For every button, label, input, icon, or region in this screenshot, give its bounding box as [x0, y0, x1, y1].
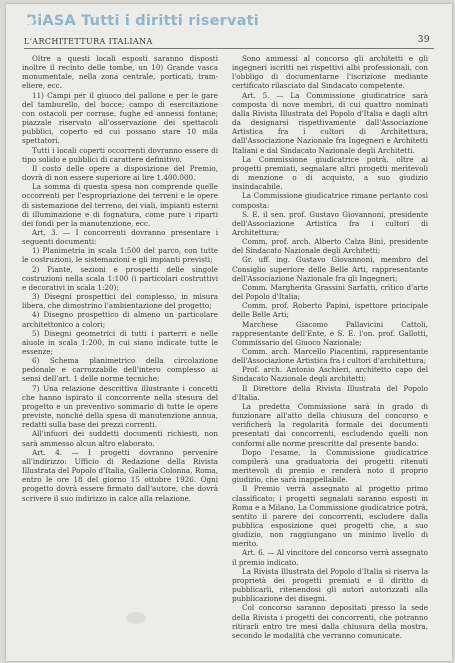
paragraph: All'infuori dei suddetti documenti richiesti, non sarà ammesso alcun altro elaborato.	[22, 429, 218, 448]
paragraph: 6) Schema planimetrico della circolazione pedonale e carrozzabile dell'intero complesso ai sensi dell'art. 1 delle norme tecniche;	[22, 356, 218, 384]
paragraph: Comm. prof. arch. Alberto Calza Bini, presidente del Sindacato Nazionale degli Architetti;	[232, 237, 428, 256]
paragraph: Il Premio verrà assegnato al progetto primo classificato; i progetti segnalati saranno esposti in Roma e a Milano. La Commissione giudicatrice potrà, sentito il parere dei concorrenti, escludere dalla pubblica esposizione quei progetti che, a suo giudizio, non raggiungano un minimo livello di merito.	[232, 484, 428, 549]
paragraph: Gr. uff. ing. Gustavo Giovannoni, membro del Consiglio superiore delle Belle Arti, rappresentante dell'Associazione Nazionale fra gli Ingegneri;	[232, 255, 428, 283]
paragraph: La Commissione giudicatrice rimane pertanto così composta:	[232, 191, 428, 210]
paragraph: 5) Disegni geometrici di tutti i parterri e nelle aiuole in scala 1:200, in cui siano indicate tutte le essenze;	[22, 328, 218, 356]
paragraph: Comm. prof. Roberto Papini, ispettore principale delle Belle Arti;	[232, 301, 428, 320]
paragraph: 11) Campi per il giuoco del pallone e per le gare del tamburello, del bocce; campo di esercitazione con ostacoli per corrase, fughe ed annessi fontane; piazzale riservato all'osservazione dei spettacoli pubblici, coperto ed cui possano stare 10 mila spettatori.	[22, 90, 218, 146]
paragraph: Oltre a questi locali esposti saranno disposti inoltre il recinto delle tombe, un 10) Grande vasca monumentale, nella zona centrale, porticati, tram-eliere, ecc.	[22, 54, 218, 91]
paragraph: 2) Piante, sezioni e prospetti delle singole costruzioni nella scala 1:100 (i particolari costruttivi e decorativi in scala 1:20);	[22, 264, 218, 292]
paragraph: 4) Disegno prospettico di almeno un particolare architettonico a colori;	[22, 310, 218, 329]
paragraph: Art. 6. — Al vincitore del concorso verrà assegnato il premio indicato.	[232, 548, 428, 567]
header-rule	[24, 48, 434, 49]
paragraph: Il costo delle opere a disposizione del Premio, dovrà di non essere superiore ai lire 1.400.000.	[22, 163, 218, 183]
paragraph: La Commissione giudicatrice potrà, oltre ai progetti premiati, segnalare altri progetti meritevoli di menzione o di acquisto, a suo giudizio insindacabile.	[232, 154, 428, 192]
paragraph: Comm. arch. Marcello Piacentini, rappresentante dell'Associazione Artistica fra i cultori d'architettura;	[232, 347, 428, 366]
paragraph: Comm. Margherita Grassini Sarfatti, critico d'arte del Popolo d'Italia;	[232, 282, 428, 302]
watermark-text: BiASA Tutti i diritti riservati	[26, 13, 259, 29]
paragraph: Il Direttore della Rivista Illustrata del Popolo d'Italia.	[232, 383, 428, 402]
paragraph: La Rivista Illustrata del Popolo d'Italia si riserva la proprietà dei progetti premiati e il diritto di pubblicarli, ritenendosi gli autori autorizzati alla pubblicazione dei disegni.	[232, 566, 428, 604]
paragraph: Art. 4. — I progetti dovranno pervenire all'indirizzo: Ufficio di Redazione della Rivista Illustrata del Popolo d'Italia, Galleria Colonna, Roma, entro le ore 18 del giorno 15 ottobre 1926. Ogni progetto dovrà essere firmato dall'autore, che dovrà scrivere il suo indirizzo in calce alla relazione.	[22, 447, 218, 503]
paragraph: La predetta Commissione sarà in grado di funzionare all'atto della chiusura del concorso e verificherà la regolarità formale dei documenti presentati dai concorrenti, escludendo quelli non conformi alle norme prescritte dal presente bando.	[232, 401, 428, 448]
paragraph: Dopo l'esame, la Commissione giudicatrice compilerà una graduatoria dei progetti ritenuti meritevoli di premio e renderà noto il proprio giudizio, che sarà inappellabile.	[232, 447, 428, 485]
page-number: 39	[417, 35, 430, 45]
scan-smudge	[126, 612, 146, 624]
paragraph: 1) Planimetria in scala 1:500 del parco, con tutte le costruzioni, le sistemazioni e gli impianti previsti;	[22, 246, 218, 265]
paragraph: Sono ammessi al concorso gli architetti e gli ingegneri iscritti nei rispettivi albi professionali, con l'obbligo di documentarne l'iscrizione mediante certificato rilasciato dal Sindacato competente.	[232, 54, 428, 91]
watermark-banner	[22, 10, 258, 32]
paragraph: Art. 5. — La Commissione giudicatrice sarà composta di nove membri, di cui quattro nominati dalla Rivista Illustrata del Popolo d'Italia e dagli altri da designarsi rispettivamente dall'Associazione Artistica fra i cultori di Architettura, dall'Associazione Nazionale fra Ingegneri e Architetti Italiani e dal Sindacato Nazionale degli Architetti.	[232, 90, 428, 155]
journal-title: L'ARCHITETTURA ITALIANA	[24, 37, 153, 46]
left-column	[22, 54, 218, 654]
paragraph: 7) Una relazione descrittiva illustrante i concetti che hanno ispirato il concorrente nella stesura del progetto e un preventivo sommario di tutte le opere previste, nonché della spesa di manutenzione annua, redatti sulla base dei prezzi correnti.	[22, 383, 218, 430]
paragraph: Marchese Giacomo Pallavicini Cattoli, rappresentante dell'Ente, e S. E. l'on. prof. Gallotti, Commissario del Giuoco Nazionale;	[232, 319, 428, 347]
paragraph: 3) Disegni prospettici del complesso, in misura libera, che dimostrino l'ambientazione del progetto;	[22, 292, 218, 311]
paragraph: Col concorso saranno depositati presso la sede della Rivista i progetti dei concorrenti, che potranno ritirarli entro tre mesi dalla chiusura della mostra, secondo le modalità che verranno comunicate.	[232, 603, 428, 640]
right-column	[232, 54, 428, 654]
paragraph: La somma di questa spesa non comprende quelle occorrenti per l'espropriazione dei terreni e le opere di sistemazione del terreno, dei viali, impianti esterni di illuminazione e di fognatura, come pure i riparti dei fondi per la manutenzione, ecc.	[22, 182, 218, 228]
paragraph: Prof. arch. Antonio Aschieri, architetto capo del Sindacato Nazionale degli architetti;	[232, 365, 428, 384]
scanned-page	[6, 4, 452, 661]
paragraph: Tutti i locali coperti occorrenti dovranno essere di tipo solido e pubblici di carattere definitivo.	[22, 145, 218, 164]
paragraph: Art. 3. — I concorrenti dovranno presentare i seguenti documenti:	[22, 227, 218, 247]
paragraph: S. E. il sen. prof. Gustavo Giovannoni, presidente dell'Associazione Artistica fra i cultori di Architettura;	[232, 209, 428, 237]
